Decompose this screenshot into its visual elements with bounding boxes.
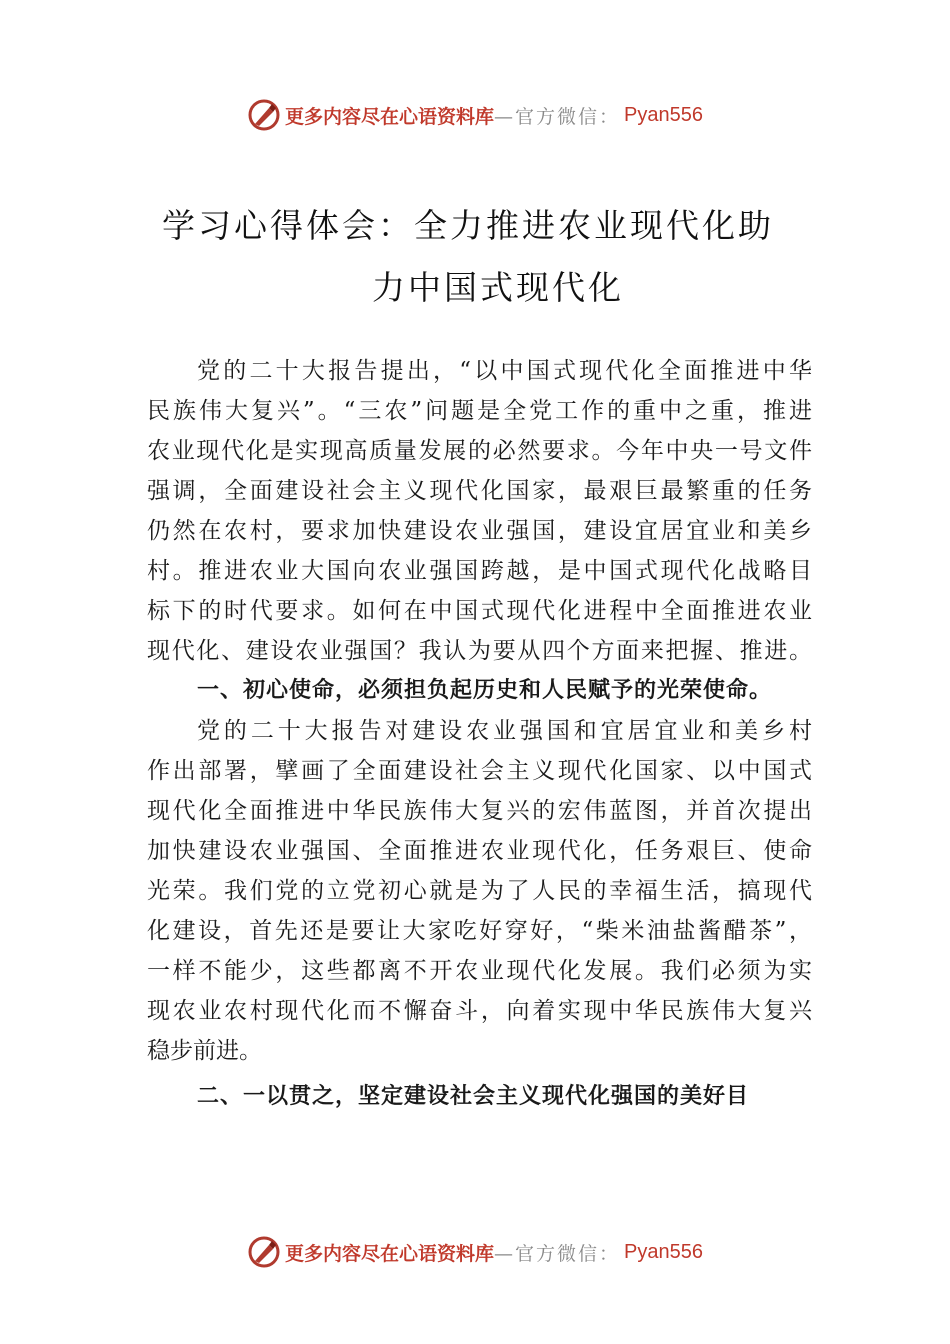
banner-wechat-label: —官方微信： [494,105,621,128]
section-heading-1: 一、初心使命，必须担负起历史和人民赋予的光荣使命。 [197,678,773,703]
paragraph-line: 加快建设农业强国、全面推进农业现代化，任务艰巨、使命 [147,838,812,864]
paragraph-line: 强调，全面建设社会主义现代化国家，最艰巨最繁重的任务 [147,478,812,504]
paragraph-line: 标下的时代要求。如何在中国式现代化进程中全面推进农业 [147,598,812,624]
banner-wechat-id: Pyan556 [624,1240,703,1263]
paragraph-line: 现农业农村现代化而不懈奋斗，向着实现中华民族伟大复兴 [147,998,812,1024]
banner-wechat-id: Pyan556 [624,103,703,126]
banner-brand-text: 更多内容尽在心语资料库 [285,1242,495,1265]
pen-logo-icon [247,1235,281,1269]
paragraph-line: 党的二十大报告提出，“以中国式现代化全面推进中华 [197,358,812,384]
paragraph-line: 现代化全面推进中华民族伟大复兴的宏伟蓝图，并首次提出 [147,798,812,824]
paragraph-line: 化建设，首先还是要让大家吃好穿好，“柴米油盐酱醋茶”， [147,918,812,944]
document-title-line-2: 力中国式现代化 [372,268,624,307]
footer-banner [0,1232,950,1272]
banner-wechat-label: —官方微信： [494,1242,621,1265]
paragraph-line: 民族伟大复兴”。“三农”问题是全党工作的重中之重，推进 [147,398,812,424]
paragraph-line: 光荣。我们党的立党初心就是为了人民的幸福生活，搞现代 [147,878,812,904]
document-title-line-1: 学习心得体会：全力推进农业现代化助 [162,206,774,245]
paragraph-line: 稳步前进。 [147,1038,262,1064]
paragraph-line: 村。推进农业大国向农业强国跨越，是中国式现代化战略目 [147,558,812,584]
banner-brand-text: 更多内容尽在心语资料库 [285,105,495,128]
paragraph-line: 现代化、建设农业强国？我认为要从四个方面来把握、推进。 [147,638,812,664]
header-banner [0,95,950,135]
pen-logo-icon [247,98,281,132]
paragraph-line: 党的二十大报告对建设农业强国和宜居宜业和美乡村 [197,718,812,744]
document-body [147,351,812,1117]
paragraph-line: 一样不能少，这些都离不开农业现代化发展。我们必须为实 [147,958,812,984]
paragraph-line: 作出部署，擘画了全面建设社会主义现代化国家、以中国式 [147,758,812,784]
paragraph-line: 农业现代化是实现高质量发展的必然要求。今年中央一号文件 [147,438,812,464]
section-heading-2: 二、一以贯之，坚定建设社会主义现代化强国的美好目 [197,1084,750,1109]
paragraph-line: 仍然在农村，要求加快建设农业强国，建设宜居宜业和美乡 [147,518,812,544]
